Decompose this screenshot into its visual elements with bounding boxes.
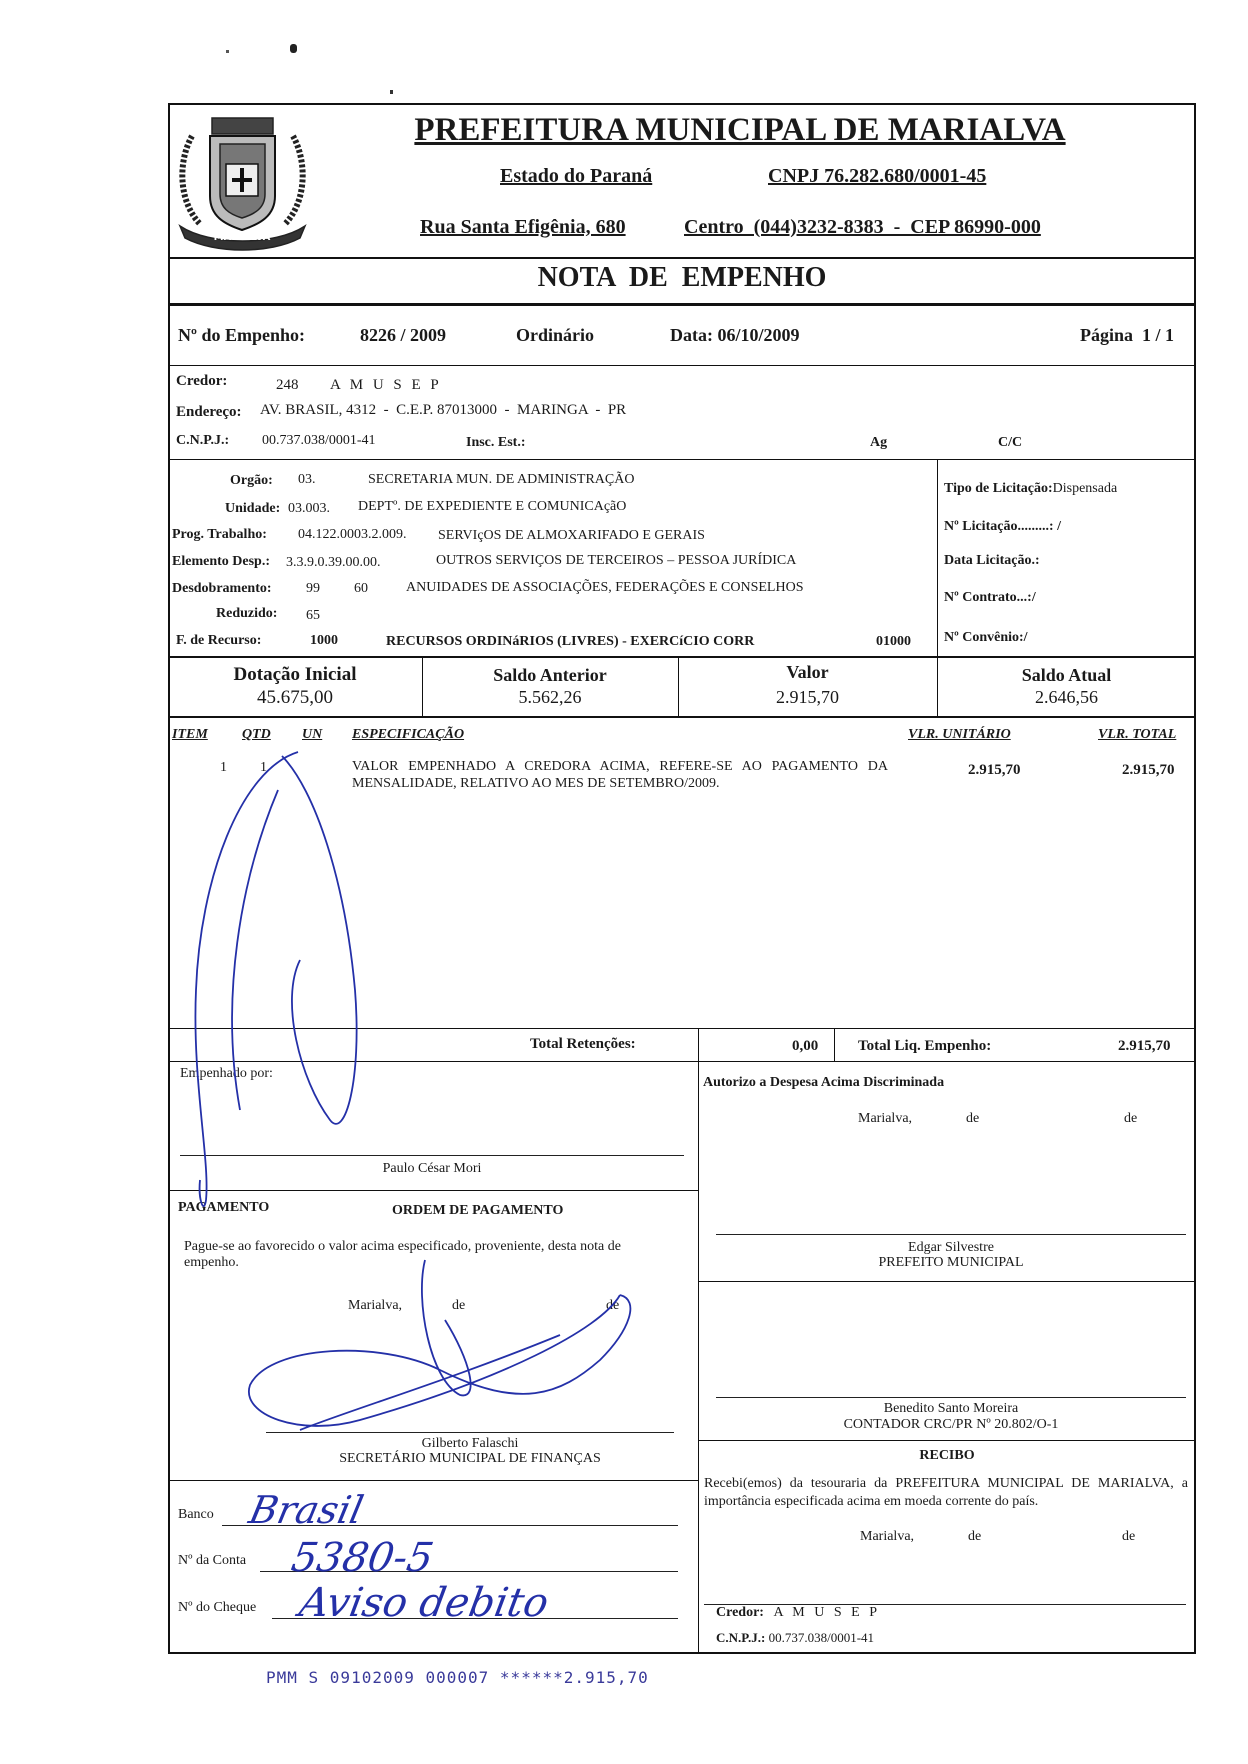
scan-speck <box>290 44 297 53</box>
crest-banner-text: MARIALVA <box>213 232 271 243</box>
contador-name: Benedito Santo Moreira <box>883 1401 1019 1416</box>
divider <box>834 1028 835 1061</box>
contrato-number: Nº Contrato...:/ <box>944 590 1036 605</box>
desdobramento-desc: ANUIDADES DE ASSOCIAÇÕES, FEDERAÇÕES E CONSELHOS <box>406 580 804 595</box>
autorizo-de1: de <box>966 1111 980 1126</box>
credor-code: 248 <box>276 377 299 393</box>
prog-label: Prog. Trabalho: <box>172 527 267 542</box>
col-especificacao: ESPECIFICAÇÃO <box>352 727 465 742</box>
divider <box>168 716 1196 718</box>
item-number: 1 <box>220 760 227 775</box>
pagamento-text: Pague-se ao favorecido o valor acima especificado, proveniente, desta nota de empenho. <box>184 1239 621 1270</box>
page-title: PREFEITURA MUNICIPAL DE MARIALVA <box>414 112 1066 148</box>
elemento-desc: OUTROS SERVIÇOS DE TERCEIROS – PESSOA JURÍDICA <box>436 553 797 568</box>
reduzido-label: Reduzido: <box>216 606 278 621</box>
recurso-code: 1000 <box>310 633 338 648</box>
prefeito-title: PREFEITO MUNICIPAL <box>878 1255 1024 1270</box>
pagamento-city: Marialva, <box>348 1298 403 1313</box>
saldo-atual-value: 2.646,56 <box>1035 687 1098 707</box>
orgao-code: 03. <box>298 472 316 487</box>
credor-address: AV. BRASIL, 4312 - C.E.P. 87013000 - MARINGA - PR <box>260 402 627 418</box>
signature-line <box>716 1397 1186 1398</box>
signature-line <box>716 1234 1186 1235</box>
elemento-label: Elemento Desp.: <box>172 554 270 569</box>
divider <box>168 303 1196 306</box>
pagamento-de2: de <box>606 1298 620 1313</box>
cnpj-label: C.N.P.J.: <box>176 433 230 448</box>
pagamento-label: PAGAMENTO <box>178 1200 270 1215</box>
col-item: ITEM <box>172 727 208 742</box>
valor-label: Valor <box>786 662 829 682</box>
empenho-date: Data: 06/10/2009 <box>670 325 800 345</box>
saldo-atual-label: Saldo Atual <box>1021 665 1112 685</box>
document-title: NOTA DE EMPENHO <box>537 262 827 293</box>
item-qtd: 1 <box>260 760 267 775</box>
payment-stamp: PMM S 09102009 000007 ******2.915,70 <box>266 1668 649 1687</box>
total-liquido-value: 2.915,70 <box>1118 1038 1171 1054</box>
state-name: Estado do Paraná <box>500 165 653 187</box>
recurso-number: 01000 <box>876 634 911 649</box>
col-vlr-total: VLR. TOTAL <box>1098 727 1177 742</box>
address-header: Rua Santa Efigênia, 680 <box>420 216 626 238</box>
recibo-de1: de <box>968 1529 982 1544</box>
insc-est-label: Insc. Est.: <box>466 435 526 450</box>
recibo-cnpj-value: 00.737.038/0001-41 <box>768 1630 875 1645</box>
credor-name: A M U S E P <box>330 377 442 393</box>
divider <box>937 459 938 656</box>
saldo-anterior-value: 5.562,26 <box>518 687 582 707</box>
empenhado-signer: Paulo César Mori <box>382 1161 482 1176</box>
empenho-number: 8226 / 2009 <box>360 325 447 345</box>
divider <box>168 459 1196 460</box>
banco-handwritten-value: Brasil <box>245 1488 368 1532</box>
recibo-cnpj <box>716 1630 874 1646</box>
prog-desc: SERVIçOS DE ALMOXARIFADO E GERAIS <box>438 528 705 543</box>
dotacao-value: 45.675,00 <box>257 687 333 708</box>
orgao-label: Orgão: <box>230 473 273 488</box>
autorizo-label: Autorizo a Despesa Acima Discriminada <box>703 1075 945 1090</box>
licitacao-number: Nº Licitação.........: / <box>944 519 1061 534</box>
col-qtd: QTD <box>242 727 271 742</box>
valor-value: 2.915,70 <box>776 687 839 707</box>
prefeito-name: Edgar Silvestre <box>908 1240 994 1255</box>
recibo-credor-label: Credor: <box>716 1605 764 1620</box>
desdobramento-label: Desdobramento: <box>172 581 272 596</box>
licitacao-type-label: Tipo de Licitação: <box>944 481 1053 496</box>
reduzido-value: 65 <box>306 608 320 623</box>
municipal-crest-logo <box>170 106 315 256</box>
orgao-desc: SECRETARIA MUN. DE ADMINISTRAÇÃO <box>368 472 635 487</box>
prog-code: 04.122.0003.2.009. <box>298 527 407 542</box>
recurso-label: F. de Recurso: <box>176 633 262 648</box>
cheque-label: Nº do Cheque <box>178 1600 257 1615</box>
ordem-pagamento-label: ORDEM DE PAGAMENTO <box>392 1203 564 1218</box>
elemento-code: 3.3.9.0.39.00.00. <box>286 555 381 570</box>
credor-cnpj: 00.737.038/0001-41 <box>262 433 376 448</box>
credor-label: Credor: <box>176 373 228 389</box>
desdobramento-code1: 99 <box>306 581 320 596</box>
dotacao-label: Dotação Inicial <box>233 664 357 685</box>
pagamento-de1: de <box>452 1298 466 1313</box>
contador-title: CONTADOR CRC/PR Nº 20.802/O-1 <box>843 1417 1059 1432</box>
recibo-cnpj-label: C.N.P.J.: <box>716 1630 766 1645</box>
retencoes-label: Total Retenções: <box>530 1036 636 1052</box>
contact-header: Centro (044)3232-8383 - CEP 86990-000 <box>684 216 1041 238</box>
item-vlr-total: 2.915,70 <box>1122 762 1175 778</box>
agency-label: Ag <box>870 435 888 450</box>
divider <box>168 1190 698 1191</box>
signature-line <box>266 1432 674 1433</box>
recibo-credor-name: A M U S E P <box>773 1605 880 1620</box>
recibo-credor <box>716 1605 880 1621</box>
recibo-de2: de <box>1122 1529 1136 1544</box>
secretario-title: SECRETÁRIO MUNICIPAL DE FINANÇAS <box>339 1451 601 1466</box>
cheque-handwritten-value: Aviso debito <box>295 1580 552 1626</box>
recibo-city: Marialva, <box>860 1529 915 1544</box>
divider <box>698 1440 1196 1441</box>
page-number: Página 1 / 1 <box>1080 325 1175 345</box>
divider <box>168 1480 698 1481</box>
divider <box>698 1281 1196 1282</box>
unidade-code: 03.003. <box>288 501 330 516</box>
divider <box>168 365 1196 366</box>
convenio-number: Nº Convênio:/ <box>944 630 1028 645</box>
signature-line <box>180 1155 684 1156</box>
autorizo-de2: de <box>1124 1111 1138 1126</box>
total-liquido-label: Total Liq. Empenho: <box>858 1038 992 1054</box>
divider <box>168 1028 1196 1029</box>
banco-label: Banco <box>178 1507 214 1522</box>
secretario-name: Gilberto Falaschi <box>421 1436 519 1451</box>
account-label: C/C <box>998 435 1023 450</box>
address-label: Endereço: <box>176 404 242 420</box>
item-especificacao: VALOR EMPENHADO A CREDORA ACIMA, REFERE-SE AO PAGAMENTO DA MENSALIDADE, RELATIVO AO MES DE SETEMBRO/2009. <box>352 759 888 791</box>
scan-speck <box>390 90 393 94</box>
recurso-desc: RECURSOS ORDINáRIOS (LIVRES) - EXERCíCIO CORR <box>386 634 755 649</box>
empenho-type: Ordinário <box>516 325 595 345</box>
col-vlr-unitario: VLR. UNITÁRIO <box>908 727 1011 742</box>
autorizo-city: Marialva, <box>858 1111 913 1126</box>
item-vlr-unitario: 2.915,70 <box>968 762 1021 778</box>
recibo-label: RECIBO <box>919 1448 975 1463</box>
unidade-label: Unidade: <box>225 501 281 516</box>
unidade-desc: DEPTº. DE EXPEDIENTE E COMUNICAçãO <box>358 499 627 514</box>
licitacao-date: Data Licitação.: <box>944 553 1040 568</box>
divider <box>168 656 1196 658</box>
scan-speck <box>226 50 229 53</box>
recibo-text: Recebi(emos) da tesouraria da PREFEITURA MUNICIPAL DE MARIALVA, a importância especificada acima em moeda corrente do país. <box>704 1476 1188 1509</box>
col-un: UN <box>302 727 323 742</box>
divider <box>698 1028 699 1654</box>
conta-label: Nº da Conta <box>178 1553 247 1568</box>
empenhado-label: Empenhado por: <box>180 1066 273 1081</box>
licitacao-type <box>944 481 1117 497</box>
divider <box>168 257 1196 259</box>
saldo-anterior-label: Saldo Anterior <box>493 665 607 685</box>
divider <box>168 1061 1196 1062</box>
cnpj-header: CNPJ 76.282.680/0001-45 <box>768 165 987 187</box>
conta-handwritten-value: 5380-5 <box>287 1535 437 1581</box>
empenho-label: Nº do Empenho: <box>178 325 305 345</box>
desdobramento-code2: 60 <box>354 581 368 596</box>
retencoes-value: 0,00 <box>792 1038 819 1054</box>
licitacao-type-value: Dispensada <box>1052 481 1118 496</box>
